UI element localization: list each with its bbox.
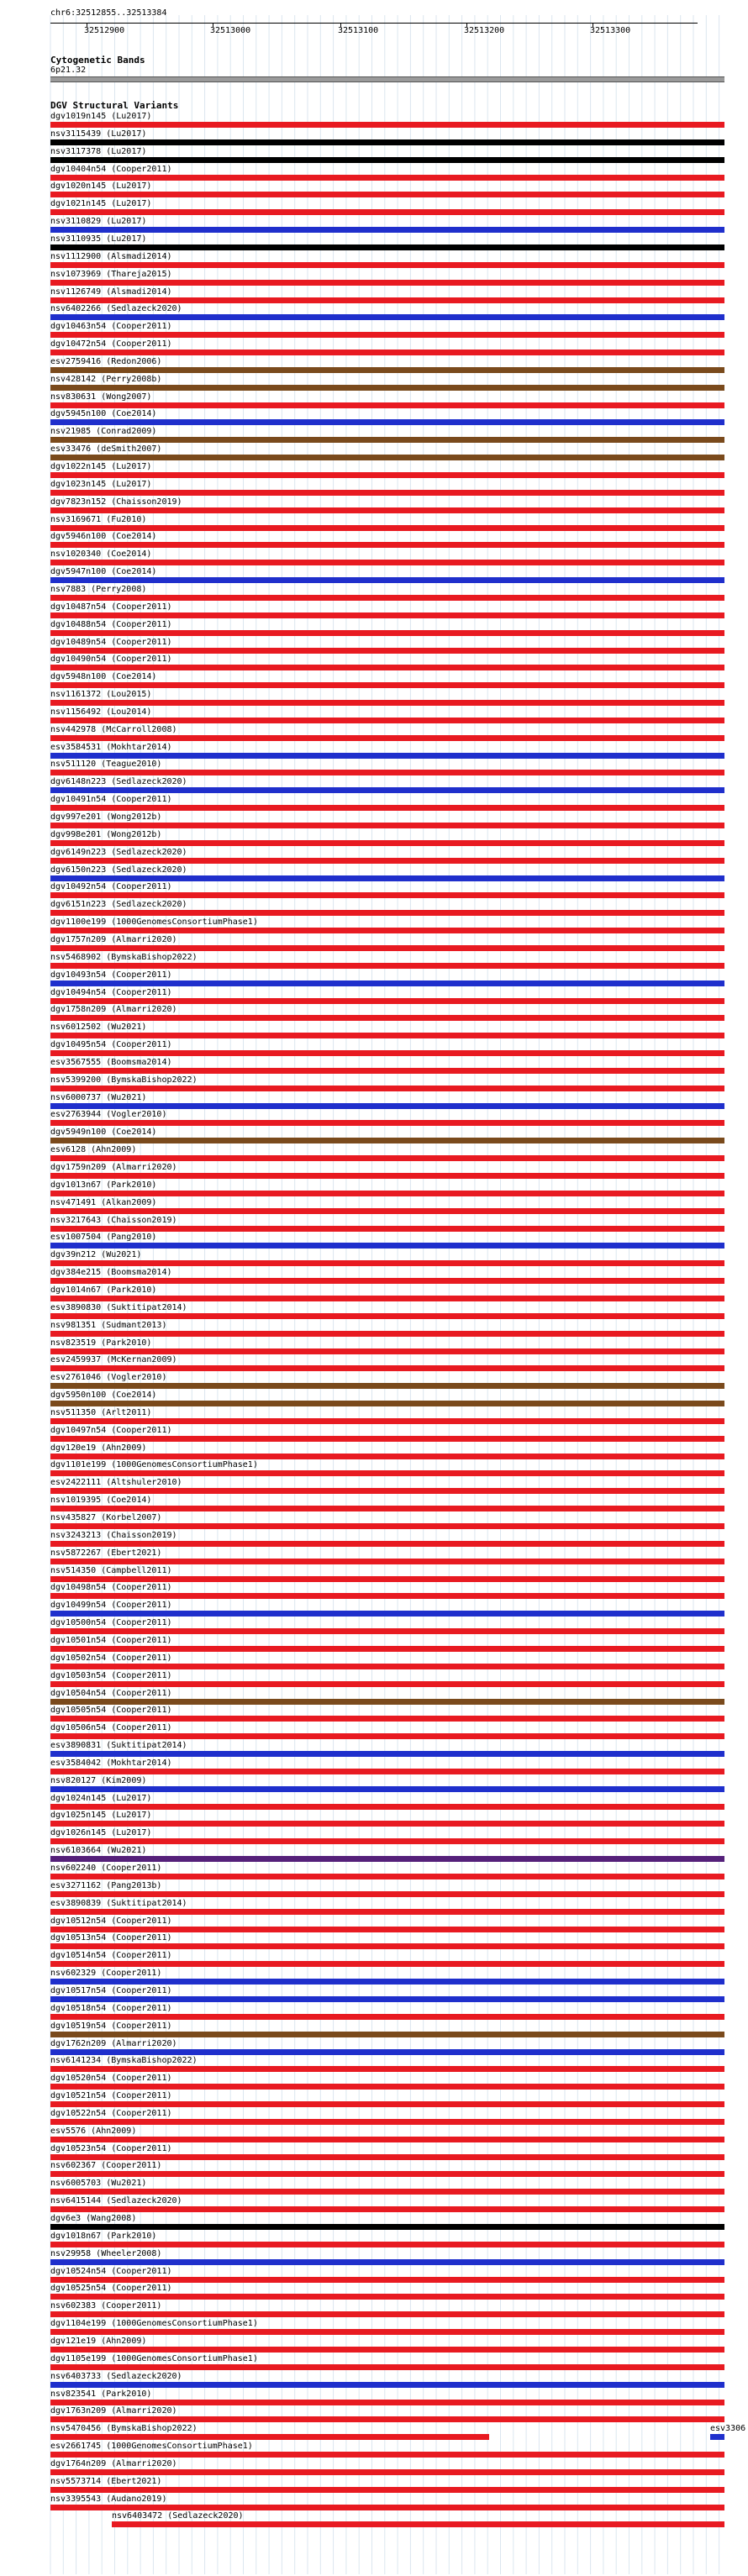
sv-variant-bar[interactable] <box>50 1541 724 1547</box>
sv-variant-label[interactable]: nsv21985 (Conrad2009) <box>50 427 157 437</box>
sv-variant-bar[interactable] <box>50 1996 724 2002</box>
sv-variant-bar[interactable] <box>50 2014 724 2020</box>
position-ruler <box>50 23 698 24</box>
sv-variant-bar[interactable] <box>50 1365 724 1371</box>
sv-variant-bar[interactable] <box>50 1943 724 1949</box>
sv-variant-label[interactable]: dgv10521n54 (Cooper2011) <box>50 2091 172 2101</box>
sv-variant-label[interactable]: nsv823519 (Park2010) <box>50 1338 152 1348</box>
sv-variant-bar[interactable] <box>50 1103 724 1109</box>
sv-variant-bar[interactable] <box>50 350 724 355</box>
sv-variant-bar[interactable] <box>50 2224 724 2230</box>
ruler-tick-label: 32513300 <box>590 26 631 35</box>
sv-variant-label[interactable]: esv2761046 (Vogler2010) <box>50 1373 167 1383</box>
sv-variant-label[interactable]: nsv830631 (Wong2007) <box>50 392 152 402</box>
sv-variant-label[interactable]: dgv10498n54 (Cooper2011) <box>50 1583 172 1593</box>
sv-variant-bar[interactable] <box>50 2066 724 2072</box>
sv-variant-bar[interactable] <box>50 1470 724 1476</box>
sv-variant-bar[interactable] <box>50 2171 724 2177</box>
sv-variant-bar[interactable] <box>50 875 724 881</box>
sv-variant-label[interactable]: dgv10488n54 (Cooper2011) <box>50 619 172 629</box>
sv-variant-bar[interactable] <box>50 945 724 951</box>
sv-variant-label[interactable]: nsv823541 (Park2010) <box>50 2389 152 2399</box>
sv-variant-label[interactable]: dgv10500n54 (Cooper2011) <box>50 1618 172 1628</box>
sv-variant-bar[interactable] <box>50 1523 724 1529</box>
sv-variant-label[interactable]: dgv384e215 (Boomsma2014) <box>50 1268 172 1278</box>
sv-variant-bar[interactable] <box>50 2137 724 2142</box>
sv-variant-label[interactable]: nsv1020340 (Coe2014) <box>50 549 152 560</box>
sv-variant-bar[interactable] <box>50 1015 724 1021</box>
sv-variant-bar[interactable] <box>50 1856 724 1862</box>
ruler-tick-label: 32513200 <box>464 26 505 35</box>
sv-variant-bar[interactable] <box>50 2416 724 2422</box>
sv-variant-label[interactable]: nsv471491 (Alkan2009) <box>50 1197 157 1207</box>
sv-variant-label[interactable]: dgv10497n54 (Cooper2011) <box>50 1425 172 1435</box>
sv-variant-label[interactable]: dgv1101e199 (1000GenomesConsortiumPhase1) <box>50 1460 258 1470</box>
sv-variant-bar[interactable] <box>50 998 724 1004</box>
sv-variant-bar[interactable] <box>50 1961 724 1967</box>
sv-variant-bar[interactable] <box>50 1506 724 1511</box>
ruler-tick-label: 32512900 <box>84 26 125 35</box>
sv-variant-label[interactable]: nsv29958 (Wheeler2008) <box>50 2248 162 2258</box>
sv-variant-label[interactable]: dgv10520n54 (Cooper2011) <box>50 2074 172 2084</box>
sv-variant-bar[interactable] <box>50 542 724 548</box>
sv-variant-label[interactable]: esv3567555 (Boomsma2014) <box>50 1057 172 1067</box>
sv-variant-bar[interactable] <box>50 2364 724 2370</box>
sv-variant-label[interactable]: dgv10495n54 (Cooper2011) <box>50 1040 172 1050</box>
sv-variant-label[interactable]: esv3271162 (Pang2013b) <box>50 1880 162 1890</box>
sv-variant-bar[interactable] <box>50 1979 724 1985</box>
sv-variant-label[interactable]: dgv120e19 (Ahn2009) <box>50 1443 147 1453</box>
sv-variant-label[interactable]: nsv6005703 (Wu2021) <box>50 2179 147 2189</box>
sv-variant-label[interactable]: nsv3117378 (Lu2017) <box>50 146 147 156</box>
sv-variant-label[interactable]: dgv1023n145 (Lu2017) <box>50 479 152 489</box>
sv-variant-label[interactable]: dgv1025n145 (Lu2017) <box>50 1811 152 1821</box>
sv-variant-bar[interactable] <box>50 2277 724 2283</box>
sv-variant-label[interactable]: dgv10493n54 (Cooper2011) <box>50 970 172 980</box>
sv-variant-bar[interactable] <box>50 1208 724 1214</box>
sv-variant-bar[interactable] <box>50 1138 724 1143</box>
sv-variant-label[interactable]: nsv7883 (Perry2008) <box>50 584 147 594</box>
sv-variant-bar[interactable] <box>50 1313 724 1319</box>
sv-variant-label[interactable]: dgv10491n54 (Cooper2011) <box>50 795 172 805</box>
sv-variant-bar[interactable] <box>50 367 724 373</box>
sv-variant-bar[interactable] <box>50 280 724 286</box>
sv-variant-bar[interactable] <box>50 525 724 531</box>
sv-variant-side-bar[interactable] <box>710 2434 724 2440</box>
sv-variant-label[interactable]: esv5576 (Ahn2009) <box>50 2126 137 2136</box>
sv-variant-label[interactable]: nsv602240 (Cooper2011) <box>50 1864 162 1873</box>
sv-variant-label[interactable]: nsv3115439 (Lu2017) <box>50 129 147 139</box>
sv-variant-label[interactable]: esv6128 (Ahn2009) <box>50 1145 137 1155</box>
sv-variant-label[interactable]: nsv3217643 (Chaisson2019) <box>50 1215 177 1225</box>
sv-variant-label[interactable]: dgv10505n54 (Cooper2011) <box>50 1706 172 1716</box>
sv-variant-bar[interactable] <box>50 175 724 181</box>
sv-variant-label[interactable]: esv2661745 (1000GenomesConsortiumPhase1) <box>50 2442 253 2452</box>
sv-variant-label[interactable]: dgv6148n223 (Sedlazeck2020) <box>50 777 187 787</box>
sv-variant-bar[interactable] <box>50 1593 724 1599</box>
sv-variant-label[interactable]: dgv1019n145 (Lu2017) <box>50 112 152 121</box>
sv-variant-bar[interactable] <box>50 1786 724 1792</box>
sv-variant-label[interactable]: nsv1019395 (Coe2014) <box>50 1496 152 1506</box>
sv-variant-label[interactable]: dgv5945n100 (Coe2014) <box>50 409 157 419</box>
sv-variant-bar[interactable] <box>50 1454 724 1459</box>
sv-variant-label[interactable]: nsv435827 (Korbel2007) <box>50 1513 162 1522</box>
sv-variant-bar[interactable] <box>50 1611 724 1617</box>
sv-variant-bar[interactable] <box>50 892 724 898</box>
sv-variant-label[interactable]: dgv10522n54 (Cooper2011) <box>50 2108 172 2118</box>
sv-variant-bar[interactable] <box>50 910 724 916</box>
sv-variant-bar[interactable] <box>50 2119 724 2125</box>
sv-variant-bar[interactable] <box>50 2452 724 2458</box>
sv-variant-bar[interactable] <box>50 472 724 478</box>
sv-variant-bar[interactable] <box>50 577 724 583</box>
sv-variant-label[interactable]: dgv5948n100 (Coe2014) <box>50 672 157 682</box>
sv-variant-bar[interactable] <box>50 980 724 986</box>
sv-variant-label[interactable]: nsv602367 (Cooper2011) <box>50 2161 162 2171</box>
sv-variant-bar[interactable] <box>50 1576 724 1582</box>
sv-variant-bar[interactable] <box>50 1278 724 1284</box>
sv-variant-label[interactable]: esv3584042 (Mokhtar2014) <box>50 1758 172 1768</box>
sv-variant-label[interactable]: esv3890830 (Suktitipat2014) <box>50 1302 187 1312</box>
sv-variant-bar[interactable] <box>50 1331 724 1337</box>
sv-variant-bar[interactable] <box>50 2259 724 2265</box>
sv-variant-bar[interactable] <box>50 227 724 233</box>
sv-variant-bar[interactable] <box>50 244 724 250</box>
sv-variant-bar[interactable] <box>50 2347 724 2353</box>
sv-variant-bar[interactable] <box>50 1821 724 1827</box>
sv-variant-bar[interactable] <box>50 1838 724 1844</box>
sv-variant-bar[interactable] <box>50 2049 724 2055</box>
region-label: chr6:32512855..32513384 <box>50 8 167 18</box>
sv-variant-bar[interactable] <box>50 787 724 793</box>
sv-variant-label[interactable]: nsv5872267 (Ebert2021) <box>50 1548 162 1558</box>
sv-variant-bar[interactable] <box>50 1628 724 1634</box>
sv-variant-label[interactable]: nsv3169671 (Fu2010) <box>50 514 147 524</box>
sv-variant-bar[interactable] <box>50 1348 724 1354</box>
sv-variant-label[interactable]: nsv3110829 (Lu2017) <box>50 217 147 227</box>
sv-variant-label[interactable]: dgv6e3 (Wang2008) <box>50 2214 137 2223</box>
sv-variant-label[interactable]: esv2759416 (Redon2006) <box>50 356 162 366</box>
sv-variant-label[interactable]: nsv6141234 (BymskaBishop2022) <box>50 2056 198 2066</box>
sv-variant-label[interactable]: dgv5946n100 (Coe2014) <box>50 532 157 542</box>
sv-variant-bar[interactable] <box>50 2294 724 2300</box>
ruler-tick-label: 32513100 <box>338 26 379 35</box>
sv-variant-bar[interactable] <box>50 490 724 496</box>
sv-variant-bar[interactable] <box>50 1226 724 1232</box>
sv-variant-bar[interactable] <box>50 1927 724 1932</box>
sv-variant-bar[interactable] <box>50 1436 724 1442</box>
sv-variant-label[interactable]: nsv1073969 (Thareja2015) <box>50 269 172 279</box>
sv-variant-bar[interactable] <box>50 419 724 425</box>
sv-variant-bar[interactable] <box>50 2382 724 2388</box>
sv-variant-label[interactable]: nsv602383 (Cooper2011) <box>50 2301 162 2311</box>
sv-variant-label[interactable]: dgv10506n54 (Cooper2011) <box>50 1723 172 1733</box>
sv-variant-label[interactable]: nsv820127 (Kim2009) <box>50 1775 147 1785</box>
sv-variant-label[interactable]: dgv10504n54 (Cooper2011) <box>50 1688 172 1698</box>
sv-variant-label[interactable]: dgv10519n54 (Cooper2011) <box>50 2021 172 2031</box>
sv-variant-label[interactable]: nsv3243213 (Chaisson2019) <box>50 1530 177 1540</box>
sv-variant-label[interactable]: dgv10404n54 (Cooper2011) <box>50 164 172 174</box>
sv-variant-bar[interactable] <box>50 1173 724 1179</box>
sv-variant-label[interactable]: dgv10489n54 (Cooper2011) <box>50 637 172 647</box>
sv-variant-label[interactable]: dgv10502n54 (Cooper2011) <box>50 1653 172 1663</box>
sv-variant-bar[interactable] <box>50 612 724 618</box>
sv-variant-bar[interactable] <box>50 2189 724 2195</box>
sv-variant-bar[interactable] <box>50 1033 724 1038</box>
sv-variant-label[interactable]: dgv121e19 (Ahn2009) <box>50 2336 147 2346</box>
sv-variant-bar[interactable] <box>50 1243 724 1249</box>
sv-variant-label[interactable]: dgv1020n145 (Lu2017) <box>50 181 152 192</box>
sv-variant-bar[interactable] <box>50 823 724 828</box>
sv-variant-label[interactable]: dgv6150n223 (Sedlazeck2020) <box>50 865 187 875</box>
cytoband-bar <box>50 76 724 82</box>
sv-variant-label[interactable]: dgv10513n54 (Cooper2011) <box>50 1933 172 1943</box>
sv-variant-bar[interactable] <box>50 385 724 391</box>
sv-variant-label[interactable]: dgv1104e199 (1000GenomesConsortiumPhase1) <box>50 2319 258 2329</box>
sv-variant-label[interactable]: dgv1024n145 (Lu2017) <box>50 1793 152 1803</box>
sv-variant-label[interactable]: nsv5573714 (Ebert2021) <box>50 2476 162 2486</box>
sv-variant-label[interactable]: nsv6402266 (Sedlazeck2020) <box>50 304 182 314</box>
sv-variant-bar[interactable] <box>112 2521 724 2527</box>
sv-variant-bar[interactable] <box>50 437 724 443</box>
sv-variant-label[interactable]: nsv1161372 (Lou2015) <box>50 690 152 700</box>
sv-variant-label[interactable]: dgv1026n145 (Lu2017) <box>50 1828 152 1838</box>
sv-variant-bar[interactable] <box>50 735 724 741</box>
sv-variant-bar[interactable] <box>50 2505 724 2510</box>
sv-variant-label[interactable]: dgv1105e199 (1000GenomesConsortiumPhase1) <box>50 2353 258 2363</box>
sv-variant-label[interactable]: nsv6403472 (Sedlazeck2020) <box>112 2511 244 2521</box>
ruler-tick-label: 32513000 <box>210 26 251 35</box>
sv-variant-label[interactable]: nsv442978 (McCarroll2008) <box>50 724 177 734</box>
sv-variant-bar[interactable] <box>50 2154 724 2160</box>
sv-variant-bar[interactable] <box>50 1050 724 1056</box>
sv-variant-label[interactable]: dgv997e201 (Wong2012b) <box>50 812 162 822</box>
sv-variant-label[interactable]: dgv1022n145 (Lu2017) <box>50 462 152 471</box>
sv-variant-bar[interactable] <box>50 1086 724 1091</box>
sv-variant-label[interactable]: nsv428142 (Perry2008b) <box>50 374 162 384</box>
sv-variant-label[interactable]: dgv10525n54 (Cooper2011) <box>50 2284 172 2294</box>
sv-variant-bar[interactable] <box>50 753 724 759</box>
sv-variant-label[interactable]: dgv10499n54 (Cooper2011) <box>50 1601 172 1611</box>
sv-variant-bar[interactable] <box>50 805 724 811</box>
sv-variant-label[interactable]: dgv1757n209 (Almarri2020) <box>50 934 177 944</box>
sv-variant-bar[interactable] <box>50 1874 724 1879</box>
sv-variant-bar[interactable] <box>50 1733 724 1739</box>
sv-variant-bar[interactable] <box>50 1804 724 1810</box>
sv-variant-bar[interactable] <box>50 630 724 636</box>
sv-variant-label[interactable]: nsv1126749 (Alsmadi2014) <box>50 287 172 297</box>
sv-variant-label[interactable]: dgv1018n67 (Park2010) <box>50 2231 157 2241</box>
sv-variant-label[interactable]: dgv10463n54 (Cooper2011) <box>50 322 172 332</box>
sv-variant-label[interactable]: dgv10512n54 (Cooper2011) <box>50 1916 172 1926</box>
cytoband-track-title: Cytogenetic Bands <box>50 55 145 66</box>
sv-variant-label[interactable]: dgv10518n54 (Cooper2011) <box>50 2003 172 2013</box>
sv-variant-label[interactable]: nsv981351 (Sudmant2013) <box>50 1320 167 1330</box>
sv-variant-label[interactable]: nsv5468902 (BymskaBishop2022) <box>50 952 198 962</box>
sv-variant-bar[interactable] <box>50 2329 724 2335</box>
sv-variant-bar[interactable] <box>50 1646 724 1652</box>
sv-variant-label[interactable]: dgv1014n67 (Park2010) <box>50 1285 157 1295</box>
sv-variant-bar[interactable] <box>50 2084 724 2090</box>
sv-variant-bar[interactable] <box>50 402 724 408</box>
sv-variant-label[interactable]: dgv5950n100 (Coe2014) <box>50 1391 157 1401</box>
sv-variant-side-label[interactable]: esv3306 <box>710 2424 746 2434</box>
sv-variant-bar[interactable] <box>50 139 724 145</box>
sv-variant-label[interactable]: dgv5947n100 (Coe2014) <box>50 567 157 577</box>
sv-variant-bar[interactable] <box>50 262 724 268</box>
sv-variant-bar[interactable] <box>50 665 724 670</box>
sv-variant-label[interactable]: esv3890839 (Suktitipat2014) <box>50 1898 187 1908</box>
sv-variant-bar[interactable] <box>50 2434 489 2440</box>
sv-variant-bar[interactable] <box>50 332 724 338</box>
sv-variant-label[interactable]: dgv10490n54 (Cooper2011) <box>50 655 172 665</box>
sv-variant-label[interactable]: dgv1759n209 (Almarri2020) <box>50 1163 177 1172</box>
sv-track-title: DGV Structural Variants <box>50 100 179 111</box>
sv-variant-label[interactable]: dgv1758n209 (Almarri2020) <box>50 1005 177 1015</box>
sv-variant-label[interactable]: nsv5399200 (BymskaBishop2022) <box>50 1075 198 1085</box>
sv-variant-label[interactable]: esv1007504 (Pang2010) <box>50 1233 157 1243</box>
sv-variant-bar[interactable] <box>50 1751 724 1757</box>
sv-variant-label[interactable]: dgv10503n54 (Cooper2011) <box>50 1670 172 1680</box>
sv-variant-bar[interactable] <box>50 840 724 846</box>
sv-variant-bar[interactable] <box>50 209 724 215</box>
sv-variant-label[interactable]: nsv6403733 (Sedlazeck2020) <box>50 2371 182 2381</box>
sv-variant-label[interactable]: dgv39n212 (Wu2021) <box>50 1250 142 1260</box>
sv-variant-label[interactable]: dgv7823n152 (Chaisson2019) <box>50 497 182 507</box>
sv-variant-bar[interactable] <box>50 1664 724 1669</box>
sv-variant-label[interactable]: dgv1100e199 (1000GenomesConsortiumPhase1) <box>50 917 258 928</box>
sv-variant-bar[interactable] <box>50 1681 724 1687</box>
sv-variant-bar[interactable] <box>50 2242 724 2247</box>
sv-variant-bar[interactable] <box>50 1155 724 1161</box>
sv-variant-bar[interactable] <box>50 1891 724 1897</box>
sv-variant-bar[interactable] <box>50 648 724 654</box>
sv-variant-bar[interactable] <box>50 1716 724 1722</box>
sv-variant-bar[interactable] <box>50 455 724 460</box>
sv-variant-label[interactable]: dgv1764n209 (Almarri2020) <box>50 2458 177 2468</box>
sv-variant-label[interactable]: dgv10487n54 (Cooper2011) <box>50 602 172 612</box>
sv-variant-label[interactable]: nsv1112900 (Alsmadi2014) <box>50 251 172 261</box>
sv-variant-bar[interactable] <box>50 2487 724 2493</box>
sv-variant-label[interactable]: nsv5470456 (BymskaBishop2022) <box>50 2424 198 2434</box>
sv-variant-label[interactable]: dgv1013n67 (Park2010) <box>50 1180 157 1190</box>
sv-variant-label[interactable]: dgv1763n209 (Almarri2020) <box>50 2406 177 2416</box>
sv-variant-label[interactable]: dgv6149n223 (Sedlazeck2020) <box>50 847 187 857</box>
sv-variant-bar[interactable] <box>50 1699 724 1705</box>
sv-variant-label[interactable]: dgv10523n54 (Cooper2011) <box>50 2143 172 2153</box>
sv-variant-bar[interactable] <box>50 700 724 706</box>
sv-variant-label[interactable]: nsv6000737 (Wu2021) <box>50 1092 147 1102</box>
sv-variant-bar[interactable] <box>50 1191 724 1196</box>
sv-variant-bar[interactable] <box>50 1383 724 1389</box>
sv-variant-label[interactable]: nsv6415144 (Sedlazeck2020) <box>50 2196 182 2206</box>
sv-variant-label[interactable]: esv2763944 (Vogler2010) <box>50 1110 167 1120</box>
sv-variant-bar[interactable] <box>50 122 724 128</box>
sv-variant-bar[interactable] <box>50 314 724 320</box>
sv-variant-label[interactable]: esv33476 (deSmith2007) <box>50 444 162 455</box>
sv-variant-bar[interactable] <box>50 1559 724 1564</box>
sv-variant-bar[interactable] <box>50 507 724 513</box>
sv-variant-label[interactable]: nsv514350 (Campbell2011) <box>50 1565 172 1575</box>
sv-variant-label[interactable]: esv2459937 (McKernan2009) <box>50 1355 177 1365</box>
sv-variant-bar[interactable] <box>50 192 724 197</box>
sv-variant-bar[interactable] <box>50 157 724 163</box>
sv-variant-bar[interactable] <box>50 2311 724 2317</box>
sv-variant-bar[interactable] <box>50 1401 724 1406</box>
sv-variant-bar[interactable] <box>50 1068 724 1074</box>
cytoband-label: 6p21.32 <box>50 66 87 75</box>
sv-variant-label[interactable]: esv2422111 (Altshuler2010) <box>50 1478 182 1488</box>
sv-variant-bar[interactable] <box>50 2469 724 2475</box>
sv-variant-label[interactable]: nsv3110935 (Lu2017) <box>50 234 147 244</box>
sv-variant-label[interactable]: dgv5949n100 (Coe2014) <box>50 1128 157 1138</box>
sv-variant-label[interactable]: esv3890831 (Suktitipat2014) <box>50 1741 187 1751</box>
sv-variant-bar[interactable] <box>50 2400 724 2405</box>
sv-variant-bar[interactable] <box>50 1909 724 1915</box>
sv-variant-label[interactable]: dgv10494n54 (Cooper2011) <box>50 987 172 997</box>
sv-variant-label[interactable]: dgv10524n54 (Cooper2011) <box>50 2266 172 2276</box>
sv-variant-bar[interactable] <box>50 1296 724 1301</box>
sv-variant-label[interactable]: dgv10514n54 (Cooper2011) <box>50 1951 172 1961</box>
sv-variant-label[interactable]: dgv1762n209 (Almarri2020) <box>50 2038 177 2048</box>
sv-variant-label[interactable]: dgv1021n145 (Lu2017) <box>50 199 152 209</box>
sv-variant-bar[interactable] <box>50 1769 724 1774</box>
sv-variant-bar[interactable] <box>50 2101 724 2107</box>
sv-variant-label[interactable]: dgv6151n223 (Sedlazeck2020) <box>50 900 187 910</box>
sv-variant-bar[interactable] <box>50 770 724 775</box>
sv-variant-bar[interactable] <box>50 682 724 688</box>
sv-variant-label[interactable]: esv3584531 (Mokhtar2014) <box>50 742 172 752</box>
sv-variant-bar[interactable] <box>50 2032 724 2037</box>
sv-variant-bar[interactable] <box>50 297 724 303</box>
sv-variant-bar[interactable] <box>50 718 724 723</box>
sv-variant-label[interactable]: nsv1156492 (Lou2014) <box>50 707 152 717</box>
sv-variant-bar[interactable] <box>50 858 724 864</box>
sv-variant-label[interactable]: nsv6012502 (Wu2021) <box>50 1023 147 1033</box>
sv-variant-label[interactable]: dgv10472n54 (Cooper2011) <box>50 339 172 350</box>
sv-variant-label[interactable]: nsv602329 (Cooper2011) <box>50 1969 162 1979</box>
sv-variant-label[interactable]: nsv511350 (Arlt2011) <box>50 1407 152 1417</box>
sv-variant-bar[interactable] <box>50 560 724 565</box>
sv-variant-label[interactable]: nsv6103664 (Wu2021) <box>50 1846 147 1856</box>
sv-variant-bar[interactable] <box>50 1418 724 1424</box>
sv-variant-bar[interactable] <box>50 1120 724 1126</box>
sv-variant-label[interactable]: nsv3395543 (Audano2019) <box>50 2494 167 2504</box>
sv-variant-label[interactable]: nsv511120 (Teague2010) <box>50 760 162 770</box>
sv-variant-bar[interactable] <box>50 595 724 601</box>
sv-variant-bar[interactable] <box>50 2206 724 2212</box>
sv-variant-bar[interactable] <box>50 928 724 933</box>
sv-variant-bar[interactable] <box>50 963 724 969</box>
sv-variant-label[interactable]: dgv10517n54 (Cooper2011) <box>50 1985 172 1995</box>
sv-variant-label[interactable]: dgv10492n54 (Cooper2011) <box>50 882 172 892</box>
sv-variant-bar[interactable] <box>50 1488 724 1494</box>
sv-variant-bar[interactable] <box>50 1260 724 1266</box>
sv-variant-label[interactable]: dgv10501n54 (Cooper2011) <box>50 1635 172 1645</box>
sv-variant-label[interactable]: dgv998e201 (Wong2012b) <box>50 829 162 839</box>
